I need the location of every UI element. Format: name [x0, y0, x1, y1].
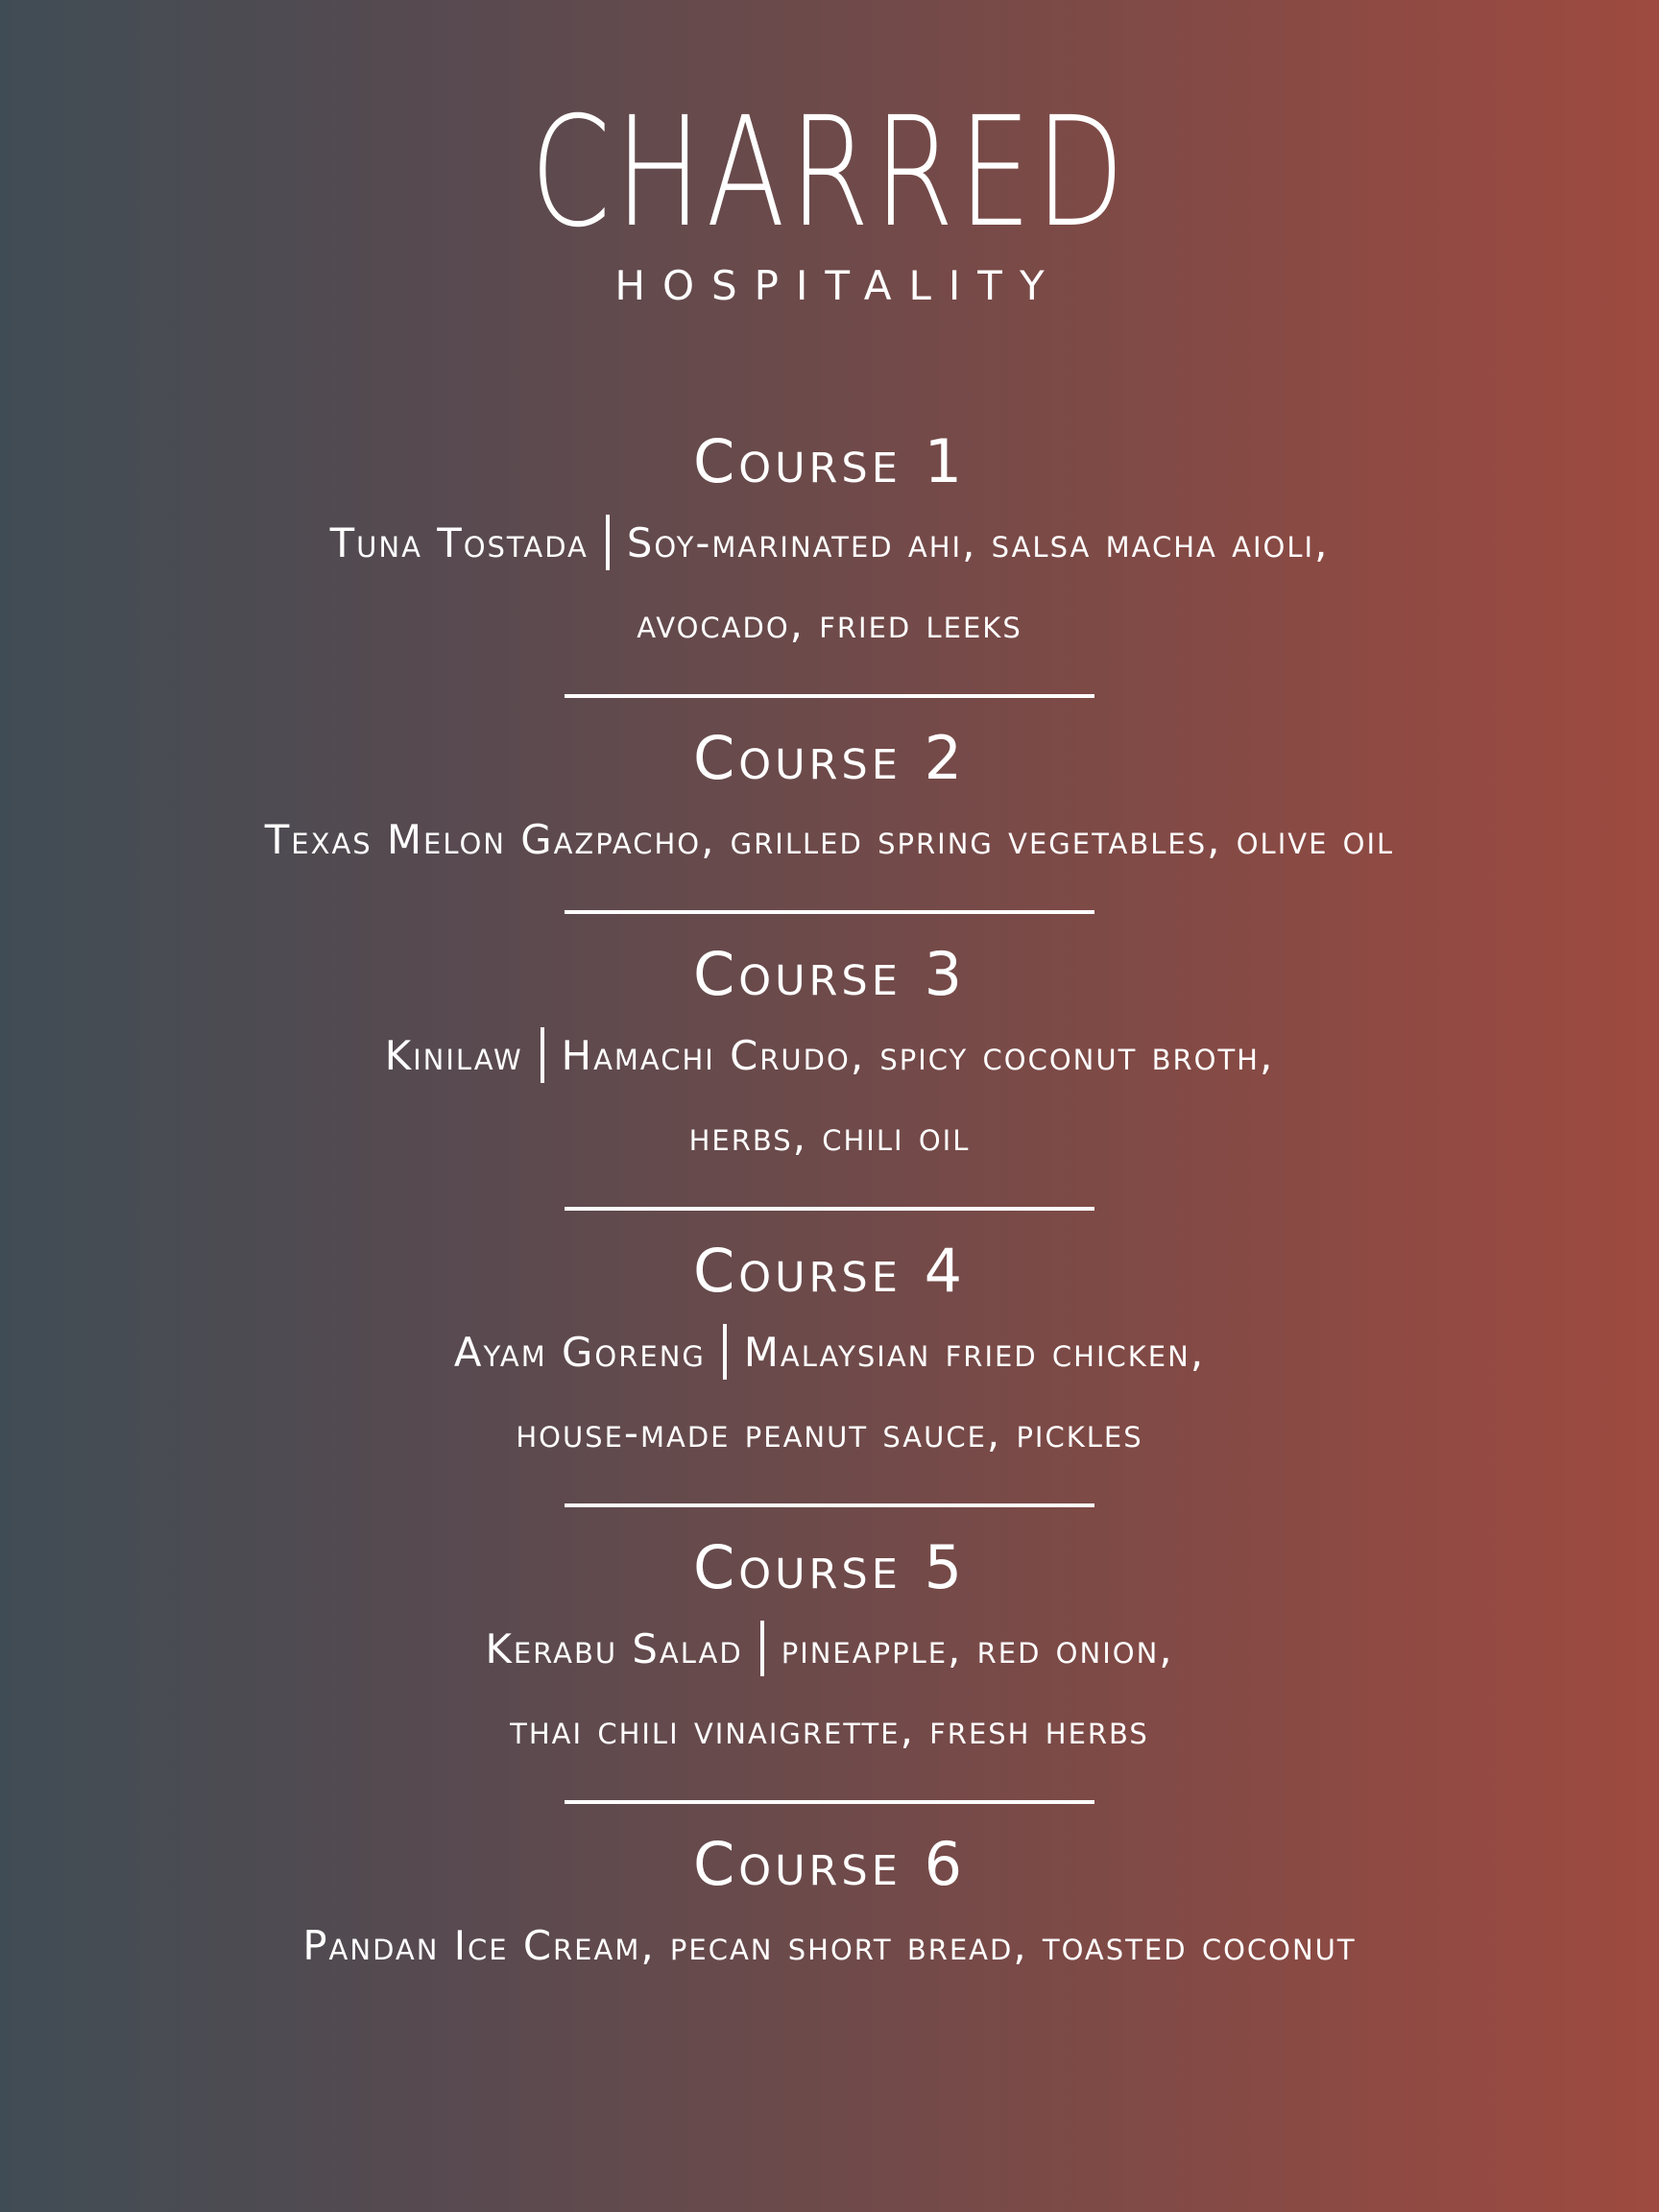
course-1 — [0, 428, 1659, 664]
dish-description: Soy-marinated ahi, salsa macha aioli, — [626, 519, 1330, 566]
course-title: Course 1 — [692, 426, 967, 496]
brand-logo — [0, 84, 1659, 310]
dish-description-continued: avocado, fried leeks — [637, 600, 1022, 647]
course-title: Course 4 — [692, 1236, 967, 1306]
dish-description: Texas Melon Gazpacho, grilled spring vegetables, olive oil — [264, 816, 1395, 863]
course-2 — [0, 725, 1659, 880]
divider-bar — [541, 1027, 544, 1083]
dish-description: Malaysian fried chicken, — [743, 1329, 1206, 1376]
dish-description: Hamachi Crudo, spicy coconut broth, — [561, 1032, 1275, 1079]
course-5 — [0, 1534, 1659, 1770]
dish-description-continued: house-made peanut sauce, pickles — [516, 1409, 1143, 1456]
divider-bar — [723, 1324, 727, 1380]
dish-description: pineapple, red onion, — [781, 1625, 1174, 1672]
dish-description: Pandan Ice Cream, pecan short bread, toasted coconut — [302, 1922, 1357, 1969]
course-3 — [0, 941, 1659, 1177]
dish-name: Kinilaw — [384, 1032, 523, 1079]
section-divider — [565, 910, 1094, 914]
course-4 — [0, 1238, 1659, 1474]
dish-name: Kerabu Salad — [485, 1625, 743, 1672]
course-title: Course 6 — [692, 1829, 967, 1899]
dish-name: Ayam Goreng — [453, 1329, 706, 1376]
dish-name: Tuna Tostada — [329, 519, 589, 566]
course-title: Course 5 — [692, 1532, 967, 1602]
course-dish-line — [0, 1312, 1659, 1393]
divider-bar — [760, 1621, 764, 1676]
course-title: Course 2 — [692, 723, 967, 793]
course-title: Course 3 — [692, 939, 967, 1009]
section-divider — [565, 694, 1094, 698]
course-dish-line — [0, 1609, 1659, 1690]
section-divider — [565, 1800, 1094, 1804]
course-dish-line — [0, 503, 1659, 584]
dish-description-continued: thai chili vinaigrette, fresh herbs — [510, 1706, 1149, 1753]
section-divider — [565, 1207, 1094, 1211]
brand-subtitle: HOSPITALITY — [614, 262, 1062, 309]
course-6 — [0, 1831, 1659, 1986]
section-divider — [565, 1503, 1094, 1507]
course-dish-line — [0, 1016, 1659, 1096]
divider-bar — [606, 515, 610, 570]
dish-description-continued: herbs, chili oil — [688, 1113, 971, 1160]
brand-name: CHARRED — [530, 84, 1129, 261]
